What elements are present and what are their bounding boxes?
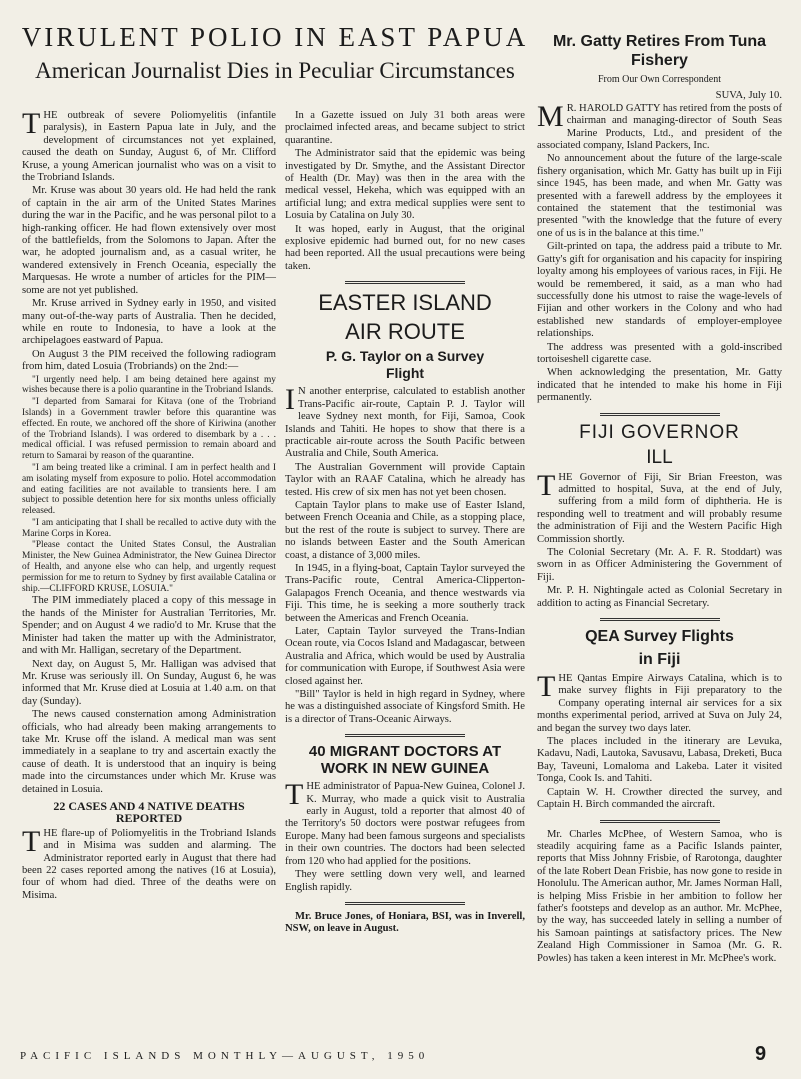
polio-paragraph: On August 3 the PIM received the following radiogram from him, dated Losuia (Trobriands) on the 2nd:— bbox=[22, 348, 276, 373]
qea-paragraph: Captain W. H. Crowther directed the survey, and Captain H. Birch commanded the aircraft. bbox=[537, 786, 782, 811]
mcphee-paragraph: Mr. Charles McPhee, of Western Samoa, who is steadily acquiring fame as a Pacific Islands painter, reports that Miss Johnny Frisbie, of Rarotonga, daughter of the late Robert Dean Frisbie, has now gone to reside in Honolulu. The American author, Mr. James Norman Hall, is helping Miss Frisbie in her ambition to follow her father's footsteps and develop as an author. Mr. McPhee, by the way, has succeeded lately in selling a number of his Samoan paintings at satisfactory prices. The New Zealand High Commissioner in Samoa (Mr. G. R. Powles) has taken a keen interest in Mr. McPhee's work. bbox=[537, 828, 782, 964]
doctors-paragraph: THE administrator of Papua-New Guinea, Colonel J. K. Murray, who made a quick visit to Australia early in August, told a reporter that almost 40 of the Territory's 50 doctors were postwar refugees from Europe. Many had been famous surgeons and specialists in their own countries. The doctors had been selected from 120 who had applied for the positions. bbox=[285, 778, 525, 867]
cases-paragraph: The Administrator said that the epidemic was being investigated by Dr. Smythe, and the Assistant Director of Health (Dr. May) was then in the area with the medical vessel, Hekeha, which was equipped with an artificial lung; and extra medical supplies were sent to Losuia by Catalina on July 30. bbox=[285, 148, 525, 222]
drop-cap: T bbox=[22, 107, 41, 140]
qea-paragraph: The places included in the itinerary are Levuka, Kadavu, Nadi, Lautoka, Savusavu, Labasa, Dreketi, Buca Bay, Taveuni, Lomaloma and Lakeba. Later it visited Tonga, Cook Is. and Tahiti. bbox=[537, 736, 782, 785]
governor-paragraph: THE Governor of Fiji, Sir Brian Freeston, was admitted to hospital, Suva, at the end of July, suffering from a mild form of diphtheria. He is responding well to treatment and will probably resume the administration of Fiji and the Western Pacific High Commission shortly. bbox=[537, 468, 782, 545]
gatty-dateline: SUVA, July 10. bbox=[715, 90, 782, 102]
polio-paragraph: The news caused consternation among Administration officials, who had already been making arrangements to take Mr. Kruse off the island. A medical man was sent immediately in a seaplane to try and ascertain exactly the cause of death. It is understood that an inquiry is being made into the circumstances under which Mr. Kruse was detained in Losuia. bbox=[22, 709, 276, 795]
governor-headline-2: ILL bbox=[646, 446, 673, 468]
drop-cap: I bbox=[285, 383, 295, 417]
section-divider bbox=[345, 734, 465, 737]
polio-header bbox=[20, 22, 530, 85]
drop-cap: T bbox=[537, 468, 556, 502]
cases-paragraph: THE flare-up of Poliomyelitis in the Trobriand Islands and in Misima was sudden and alarming. The Administrator reported early in August that there had been 22 cases reported among the natives (16 at Losuia), four of whom had died. Three of the deaths were on Misima. bbox=[22, 824, 276, 901]
governor-paragraph: Mr. P. H. Nightingale acted as Colonial Secretary in addition to acting as Financial Secretary. bbox=[537, 585, 782, 609]
jones-note: Mr. Bruce Jones, of Honiara, BSI, was in Inverell, NSW, on leave in August. bbox=[285, 910, 525, 935]
gatty-paragraph: M R. HAROLD GATTY has retired from the posts of chairman and managing-director of South Seas Marine Products, Ltd., and president of the associated company, Island Packers, Inc. bbox=[537, 99, 782, 152]
easter-subhead: P. G. Taylor on a Survey Flight bbox=[325, 348, 485, 382]
drop-cap: T bbox=[22, 824, 41, 858]
page-number: 9 bbox=[755, 1043, 767, 1065]
drop-cap: T bbox=[285, 778, 304, 812]
polio-paragraph: The PIM immediately placed a copy of this message in the hands of the Minister for Australian Territories, Mr. Spender; and on August 4 we radio'd to Mr. Kruse that the Minister had taken the matter up with the Administrator, and with Mr. Halligan, secretary of the Department. bbox=[22, 595, 276, 657]
gatty-byline: From Our Own Correspondent bbox=[597, 74, 722, 85]
polio-paragraph: Mr. Kruse was about 30 years old. He had held the rank of captain in the air arm of the United States Marines during the war in the Pacific, and he was personal pilot to a high-ranking officer. He had flown extensively over most of the battlefields, from the Solomons to Japan. After the war, he adopted journalism and, as a casual writer, he wandered extensively in French Oceania, especially the Marquesas. He wrote a number of articles for the PIM—some are not yet published. bbox=[22, 185, 276, 296]
polio-paragraph: THE outbreak of severe Poliomyelitis (infantile paralysis), in Eastern Papua late in July, and the development of circumstances not yet explained, caused the death on Sunday, August 6, of Mr. Clifford Kruse, a young American journalist who was on a visit to the Trobriand Islands. bbox=[22, 107, 276, 184]
drop-cap: M bbox=[537, 99, 564, 133]
easter-headline-1: EASTER ISLAND bbox=[318, 290, 492, 316]
radiogram-quote bbox=[22, 375, 276, 595]
qea-headline-2: in Fiji bbox=[638, 651, 681, 669]
polio-paragraph: Next day, on August 5, Mr. Halligan was advised that Mr. Kruse was seriously ill. On Sunday, August 6, he was informed that Mr. Kruse died at Losuia at 1.40 a.m. on that day (Sunday). bbox=[22, 658, 276, 707]
gatty-paragraph: No announcement about the future of the large-scale fishery organisation, which Mr. Gatty has built up in Fiji since 1945, has been made, and when Mr. Gatty was presented with a farewell address by the employees it contained the statement that the testimonial was presented "with the knowledge that the future of every one of us is in the balance at this time." bbox=[537, 153, 782, 239]
section-divider bbox=[345, 902, 465, 905]
governor-paragraph: The Colonial Secretary (Mr. A. F. R. Stoddart) was sworn in as Officer Administering the Government of Fiji. bbox=[537, 547, 782, 583]
quote-paragraph: "Please contact the United States Consul, the Australian Minister, the New Guinea Administrator, the New Guinea Director of Health, and anyone else who can help, and urgently request permission for me to return to Sydney by first available Catalina or ship.—CLIFFORD KRUSE, LOSUIA." bbox=[22, 540, 276, 594]
page-footer: PACIFIC ISLANDS MONTHLY—AUGUST, 1950 bbox=[20, 1050, 430, 1062]
gatty-paragraph: When acknowledging the presentation, Mr. Gatty indicated that he intended to make his home in Fiji permanently. bbox=[537, 367, 782, 404]
section-divider bbox=[345, 281, 465, 284]
column-3 bbox=[537, 22, 782, 966]
easter-paragraph: Captain Taylor plans to make use of Easter Island, between French Oceania and Chile, as a stopping place, but the rest of the route is subject to survey. There are no islands between Easter and the South American coast, a distance of 3,000 miles. bbox=[285, 499, 525, 561]
section-divider bbox=[600, 413, 720, 416]
doctors-headline: 40 MIGRANT DOCTORS AT WORK IN NEW GUINEA bbox=[308, 743, 502, 778]
column-1 bbox=[22, 107, 276, 903]
quote-paragraph: "I departed from Samarai for Kitava (one of the Trobriand Islands) in a Government trawler before this quarantine was effected. En route, we anchored off the shore of Kiriwina (another of the Trobriand Islands). I was ordered to disembark by a . . . medical official. I was refused permission to remain aboard and return to Samarai by reason of the quarantine. bbox=[22, 397, 276, 462]
quote-paragraph: "I urgently need help. I am being detained here against my wishes because there is a polio quarantine in the Trobriand Islands. bbox=[22, 374, 276, 396]
qea-paragraph: THE Qantas Empire Airways Catalina, which is to make survey flights in Fiji preparatory to the Company operating internal air services for a six months experimental period, arrived at Suva on July 24, and began the survey two days later. bbox=[537, 670, 782, 734]
cases-paragraph: In a Gazette issued on July 31 both areas were proclaimed infected areas, and became subject to strict quarantine. bbox=[285, 110, 525, 146]
easter-paragraph: I N another enterprise, calculated to establish another Trans-Pacific air-route, Captain P. J. Taylor will leave Sydney next month, for Fiji, Samoa, Cook Islands and Tahiti. He hopes to show that there is a practicable air-route across the South Pacific between Australia and Chile, South America. bbox=[285, 383, 525, 460]
polio-headline: VIRULENT POLIO IN EAST PAPUA bbox=[21, 22, 529, 52]
quote-paragraph: "I am anticipating that I shall be recalled to active duty with the Marine Corps in Korea. bbox=[22, 517, 276, 539]
cases-paragraph: It was hoped, early in August, that the original explosive epidemic had burned out, for no new cases had been reported. All the usual precautions were being taken. bbox=[285, 223, 525, 272]
polio-paragraph: Mr. Kruse arrived in Sydney early in 1950, and visited many out-of-the-way parts of Australia. Then he decided, while en route to Indonesia, to have a look at the archipelagoes eastward of Papua. bbox=[22, 298, 276, 347]
easter-paragraph: "Bill" Taylor is held in high regard in Sydney, where he was a distinguished associate of Kingsford Smith. He is a director of Trans-Oceanic Airways. bbox=[285, 689, 525, 725]
polio-subhead: American Journalist Dies in Peculiar Circumstances bbox=[35, 58, 515, 83]
governor-headline-1: FIJI GOVERNOR bbox=[579, 421, 740, 443]
cases-subhead: 22 CASES AND 4 NATIVE DEATHS REPORTED bbox=[53, 798, 245, 826]
column-2 bbox=[285, 110, 525, 937]
section-divider bbox=[600, 618, 720, 621]
doctors-paragraph: They were settling down very well, and learned English rapidly. bbox=[285, 869, 525, 893]
section-divider bbox=[600, 820, 720, 823]
gatty-headline: Mr. Gatty Retires From Tuna Fishery bbox=[552, 33, 767, 69]
drop-cap: T bbox=[537, 670, 556, 704]
gatty-paragraph: The address was presented with a gold-inscribed tortoiseshell cigarette case. bbox=[537, 341, 782, 365]
easter-paragraph: Later, Captain Taylor surveyed the Trans-Indian Ocean route, via Cocos Island and Madagascar, between Australia and Africa, which would be used by Australia for communication with Europe, if Southwest Asia were closed against her. bbox=[285, 626, 525, 687]
gatty-paragraph: Gilt-printed on tapa, the address paid a tribute to Mr. Gatty's gift for organisation and his capacity for inspiring loyalty among his employees of various races, in Fiji. He would be remembered, it said, as a man who had successfully done his utmost to raise the wage-levels of Fijian and other workers in the Colony and who had established new standards of employer-employee relationships. bbox=[537, 241, 782, 340]
easter-headline-2: AIR ROUTE bbox=[345, 319, 465, 345]
quote-paragraph: "I am being treated like a criminal. I am in perfect health and I am isolating myself from exposure to polio. Hotel accommodation and eating facilities are not available to transients here. I am subject to possible detention here for six months unless officially released. bbox=[22, 462, 276, 517]
easter-paragraph: The Australian Government will provide Captain Taylor with an RAAF Catalina, which he already has tested. His crew of six men has not yet been chosen. bbox=[285, 461, 525, 498]
qea-headline-1: QEA Survey Flights bbox=[585, 628, 734, 646]
easter-paragraph: In 1945, in a flying-boat, Captain Taylor surveyed the Trans-Pacific route, Central America-Clipperton-Galapagos French Oceania, and thence westwards via Fiji. This time, he is seeking a more southerly track between the Americas and French Oceania. bbox=[285, 562, 525, 624]
